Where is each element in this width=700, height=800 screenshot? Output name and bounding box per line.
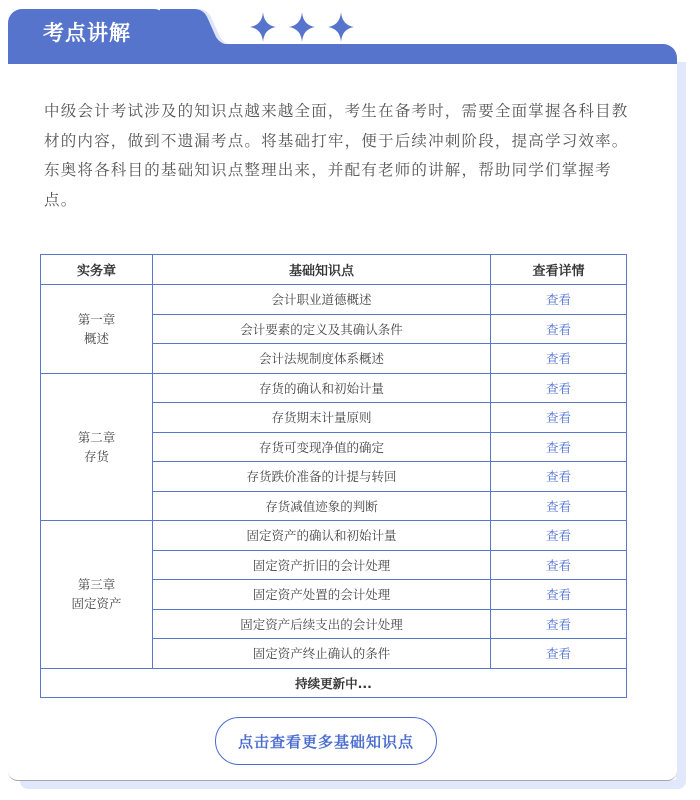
- header-chapter: 实务章: [41, 255, 153, 285]
- chapter-name: 固定资产: [71, 596, 122, 612]
- chapter-cell: [41, 521, 153, 669]
- view-link[interactable]: 查看: [545, 498, 571, 514]
- table-row: [41, 285, 627, 315]
- knowledge-point: 会计法规制度体系概述: [153, 344, 491, 374]
- chapter-number: 第二章: [77, 429, 116, 445]
- knowledge-point: 固定资产处置的会计处理: [153, 580, 491, 610]
- knowledge-point: 会计职业道德概述: [153, 285, 491, 315]
- view-link[interactable]: 查看: [545, 616, 571, 632]
- sparkle-star-icon: [250, 12, 276, 42]
- chapter-cell: [41, 285, 153, 374]
- table-row: [41, 373, 627, 403]
- view-link[interactable]: 查看: [545, 528, 571, 544]
- view-link[interactable]: 查看: [545, 351, 571, 367]
- view-link[interactable]: 查看: [545, 410, 571, 426]
- knowledge-point: 存货期末计量原则: [153, 403, 491, 433]
- knowledge-point: 会计要素的定义及其确认条件: [153, 314, 491, 344]
- view-link[interactable]: 查看: [545, 380, 571, 396]
- knowledge-point: 存货跌价准备的计提与转回: [153, 462, 491, 492]
- view-link[interactable]: 查看: [545, 292, 571, 308]
- knowledge-point: 固定资产后续支出的会计处理: [153, 609, 491, 639]
- sparkle-star-icon: [328, 12, 354, 42]
- card-shadow-bottom: [20, 780, 686, 789]
- table-header-row: [41, 255, 627, 285]
- updating-notice: 持续更新中...: [41, 668, 627, 698]
- header-knowledge-point: 基础知识点: [153, 255, 491, 285]
- knowledge-point: 存货可变现净值的确定: [153, 432, 491, 462]
- knowledge-point: 固定资产的确认和初始计量: [153, 521, 491, 551]
- view-link[interactable]: 查看: [545, 646, 571, 662]
- chapter-number: 第三章: [77, 577, 116, 593]
- table-row: [41, 521, 627, 551]
- view-link[interactable]: 查看: [545, 321, 571, 337]
- knowledge-point: 存货减值迹象的判断: [153, 491, 491, 521]
- sparkle-star-icon: [289, 12, 315, 42]
- knowledge-point: 固定资产折旧的会计处理: [153, 550, 491, 580]
- view-link[interactable]: 查看: [545, 469, 571, 485]
- view-link[interactable]: 查看: [545, 587, 571, 603]
- chapter-name: 概述: [83, 330, 109, 346]
- knowledge-point: 存货的确认和初始计量: [153, 373, 491, 403]
- header-tab-curve: [160, 9, 240, 49]
- knowledge-point: 固定资产终止确认的条件: [153, 639, 491, 669]
- intro-paragraph: 中级会计考试涉及的知识点越来越全面，考生在备考时，需要全面掌握各科目教材的内容，做到不遗漏考点。将基础打牢，便于后续冲刺阶段，提高学习效率。东奥将各科目的基础知识点整理出来，并配有老师的讲解，帮助同学们掌握考点。: [44, 102, 629, 209]
- card-shadow-right: [676, 62, 686, 787]
- knowledge-points-table: [40, 254, 627, 698]
- section-title: 考点讲解: [43, 21, 131, 45]
- chapter-number: 第一章: [77, 311, 116, 327]
- view-link[interactable]: 查看: [545, 439, 571, 455]
- table-footer-row: [41, 668, 627, 698]
- chapter-name: 存货: [83, 448, 109, 464]
- view-more-button[interactable]: 点击查看更多基础知识点: [215, 717, 437, 765]
- star-decoration: [250, 12, 354, 44]
- header-view-details: 查看详情: [491, 255, 627, 285]
- chapter-cell: [41, 373, 153, 521]
- view-link[interactable]: 查看: [545, 557, 571, 573]
